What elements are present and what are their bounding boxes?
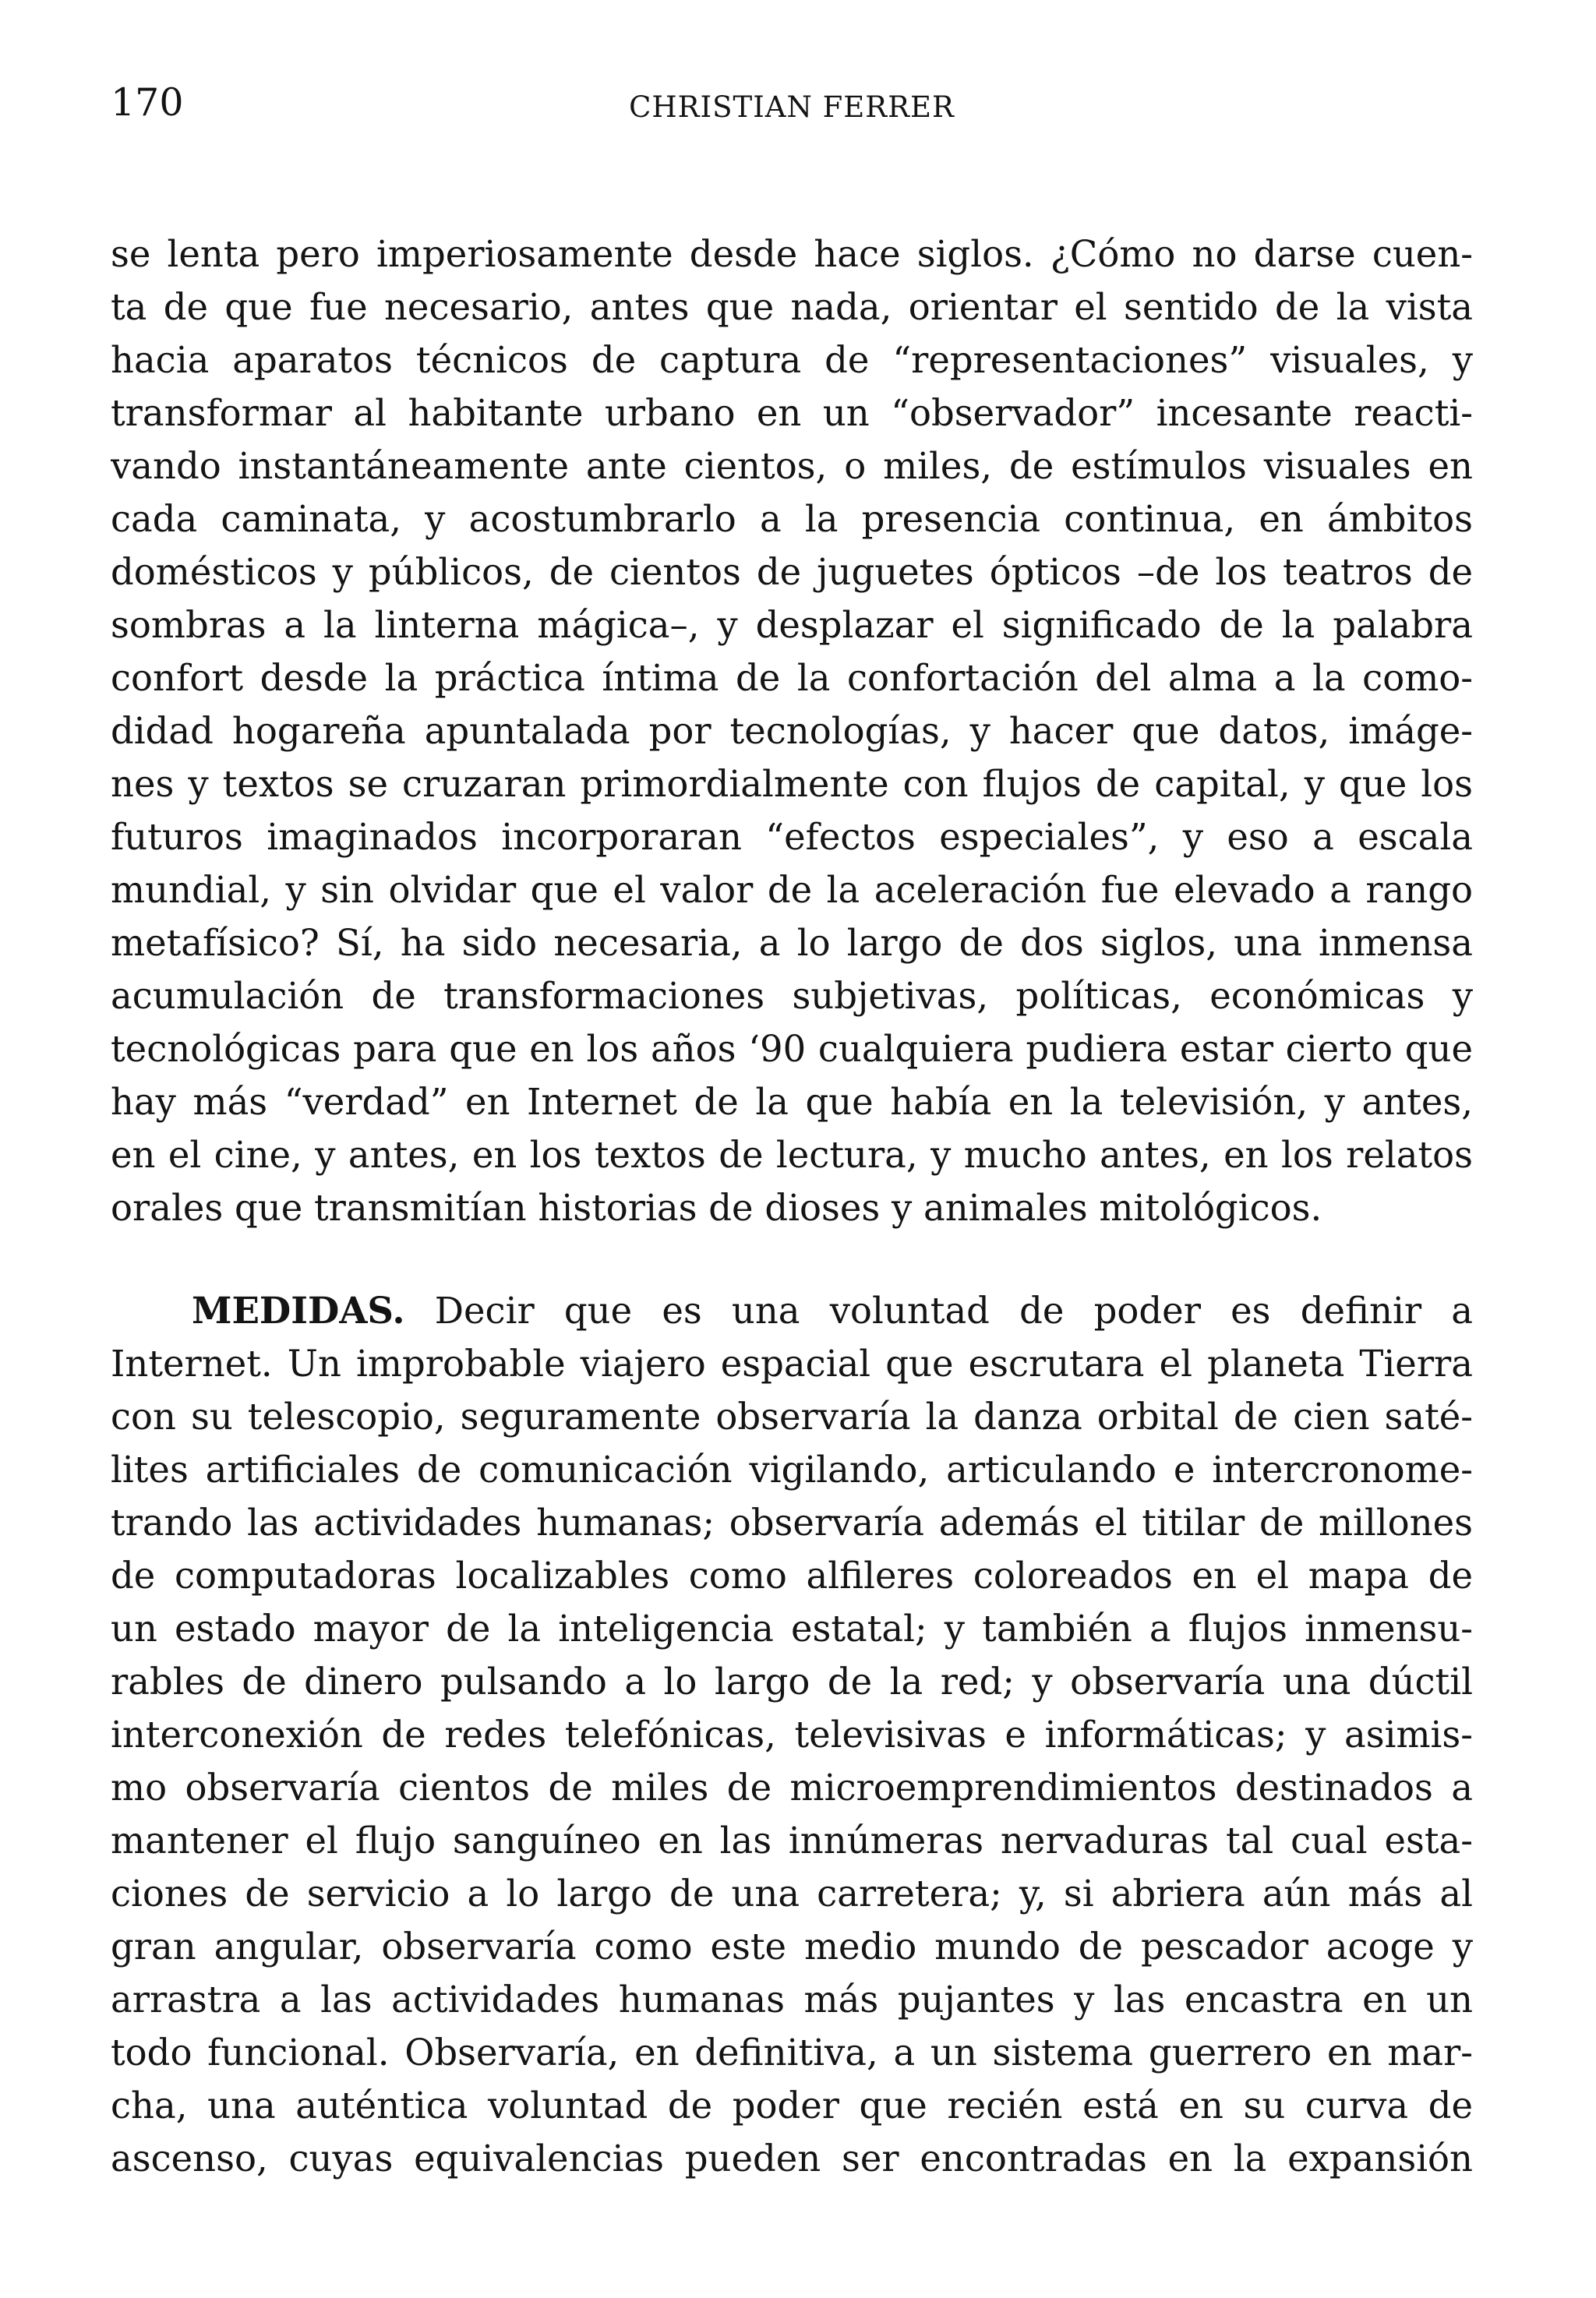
text-line: trando las actividades humanas; observaría además el titilar de millones <box>111 1502 1473 1544</box>
page-number: 170 <box>111 80 184 125</box>
text-line: metafísico? Sí, ha sido necesaria, a lo largo de dos siglos, una inmensa <box>111 922 1473 964</box>
text-line-first <box>111 1284 1473 1337</box>
text-line: nes y textos se cruzaran primordialmente con flujos de capital, y que los <box>111 763 1473 805</box>
text-line: de computadoras localizables como alfileres coloreados en el mapa de <box>111 1555 1473 1597</box>
running-head: CHRISTIAN FERRER <box>629 90 955 124</box>
text-line: ciones de servicio a lo largo de una carretera; y, si abriera aún más al <box>111 1873 1473 1915</box>
text-line: Internet. Un improbable viajero espacial que escrutara el planeta Tierra <box>111 1343 1473 1385</box>
text-line: didad hogareña apuntalada por tecnologías, y hacer que datos, imáge- <box>111 710 1473 752</box>
text-line: domésticos y públicos, de cientos de juguetes ópticos –de los teatros de <box>111 551 1473 593</box>
paragraph-1 <box>111 228 1473 1234</box>
text-line: transformar al habitante urbano en un “observador” incesante reacti- <box>111 392 1473 434</box>
text-line: cada caminata, y acostumbrarlo a la presencia continua, en ámbitos <box>111 498 1473 540</box>
page-header <box>111 75 1473 131</box>
first-line-text: Decir que es una voluntad de poder es definir a <box>434 1290 1473 1332</box>
text-line: gran angular, observaría como este medio mundo de pescador acoge y <box>111 1926 1473 1968</box>
text-line: orales que transmitían historias de dioses y animales mitológicos. <box>111 1187 1322 1229</box>
text-line: confort desde la práctica íntima de la confortación del alma a la como- <box>111 657 1473 699</box>
text-line: ta de que fue necesario, antes que nada, orientar el sentido de la vista <box>111 286 1473 328</box>
text-line: mantener el flujo sanguíneo en las innúmeras nervaduras tal cual esta- <box>111 1820 1473 1862</box>
body-text <box>111 228 1473 2185</box>
text-line: hay más “verdad” en Internet de la que había en la televisión, y antes, <box>111 1081 1473 1123</box>
text-line: arrastra a las actividades humanas más pujantes y las encastra en un <box>111 1979 1473 2021</box>
text-line: un estado mayor de la inteligencia estatal; y también a flujos inmensu- <box>111 1608 1473 1650</box>
paragraph-2 <box>111 1284 1473 2185</box>
text-line: cha, una auténtica voluntad de poder que recién está en su curva de <box>111 2084 1473 2127</box>
text-line: en el cine, y antes, en los textos de lectura, y mucho antes, en los relatos <box>111 1134 1473 1176</box>
section-heading: MEDIDAS. <box>192 1289 405 1332</box>
text-line: tecnológicas para que en los años ‘90 cualquiera pudiera estar cierto que <box>111 1028 1473 1070</box>
text-line: mo observaría cientos de miles de microemprendimientos destinados a <box>111 1767 1473 1809</box>
text-line: rables de dinero pulsando a lo largo de la red; y observaría una dúctil <box>111 1661 1473 1703</box>
paragraph-spacer <box>111 1234 1473 1284</box>
text-line: con su telescopio, seguramente observaría la danza orbital de cien saté- <box>111 1396 1473 1438</box>
text-line: todo funcional. Observaría, en definitiva, a un sistema guerrero en mar- <box>111 2031 1473 2074</box>
text-line: mundial, y sin olvidar que el valor de la aceleración fue elevado a rango <box>111 869 1473 911</box>
text-line: acumulación de transformaciones subjetivas, políticas, económicas y <box>111 975 1473 1017</box>
text-line: futuros imaginados incorporaran “efectos especiales”, y eso a escala <box>111 816 1473 858</box>
text-line: ascenso, cuyas equivalencias pueden ser encontradas en la expansión <box>111 2137 1473 2180</box>
text-line: hacia aparatos técnicos de captura de “representaciones” visuales, y <box>111 339 1473 381</box>
text-line: lites artificiales de comunicación vigilando, articulando e intercronome- <box>111 1449 1473 1491</box>
text-line: interconexión de redes telefónicas, televisivas e informáticas; y asimis- <box>111 1714 1473 1756</box>
text-line: se lenta pero imperiosamente desde hace siglos. ¿Cómo no darse cuen- <box>111 233 1473 275</box>
text-line: vando instantáneamente ante cientos, o miles, de estímulos visuales en <box>111 445 1473 487</box>
text-line: sombras a la linterna mágica–, y desplazar el significado de la palabra <box>111 604 1473 646</box>
